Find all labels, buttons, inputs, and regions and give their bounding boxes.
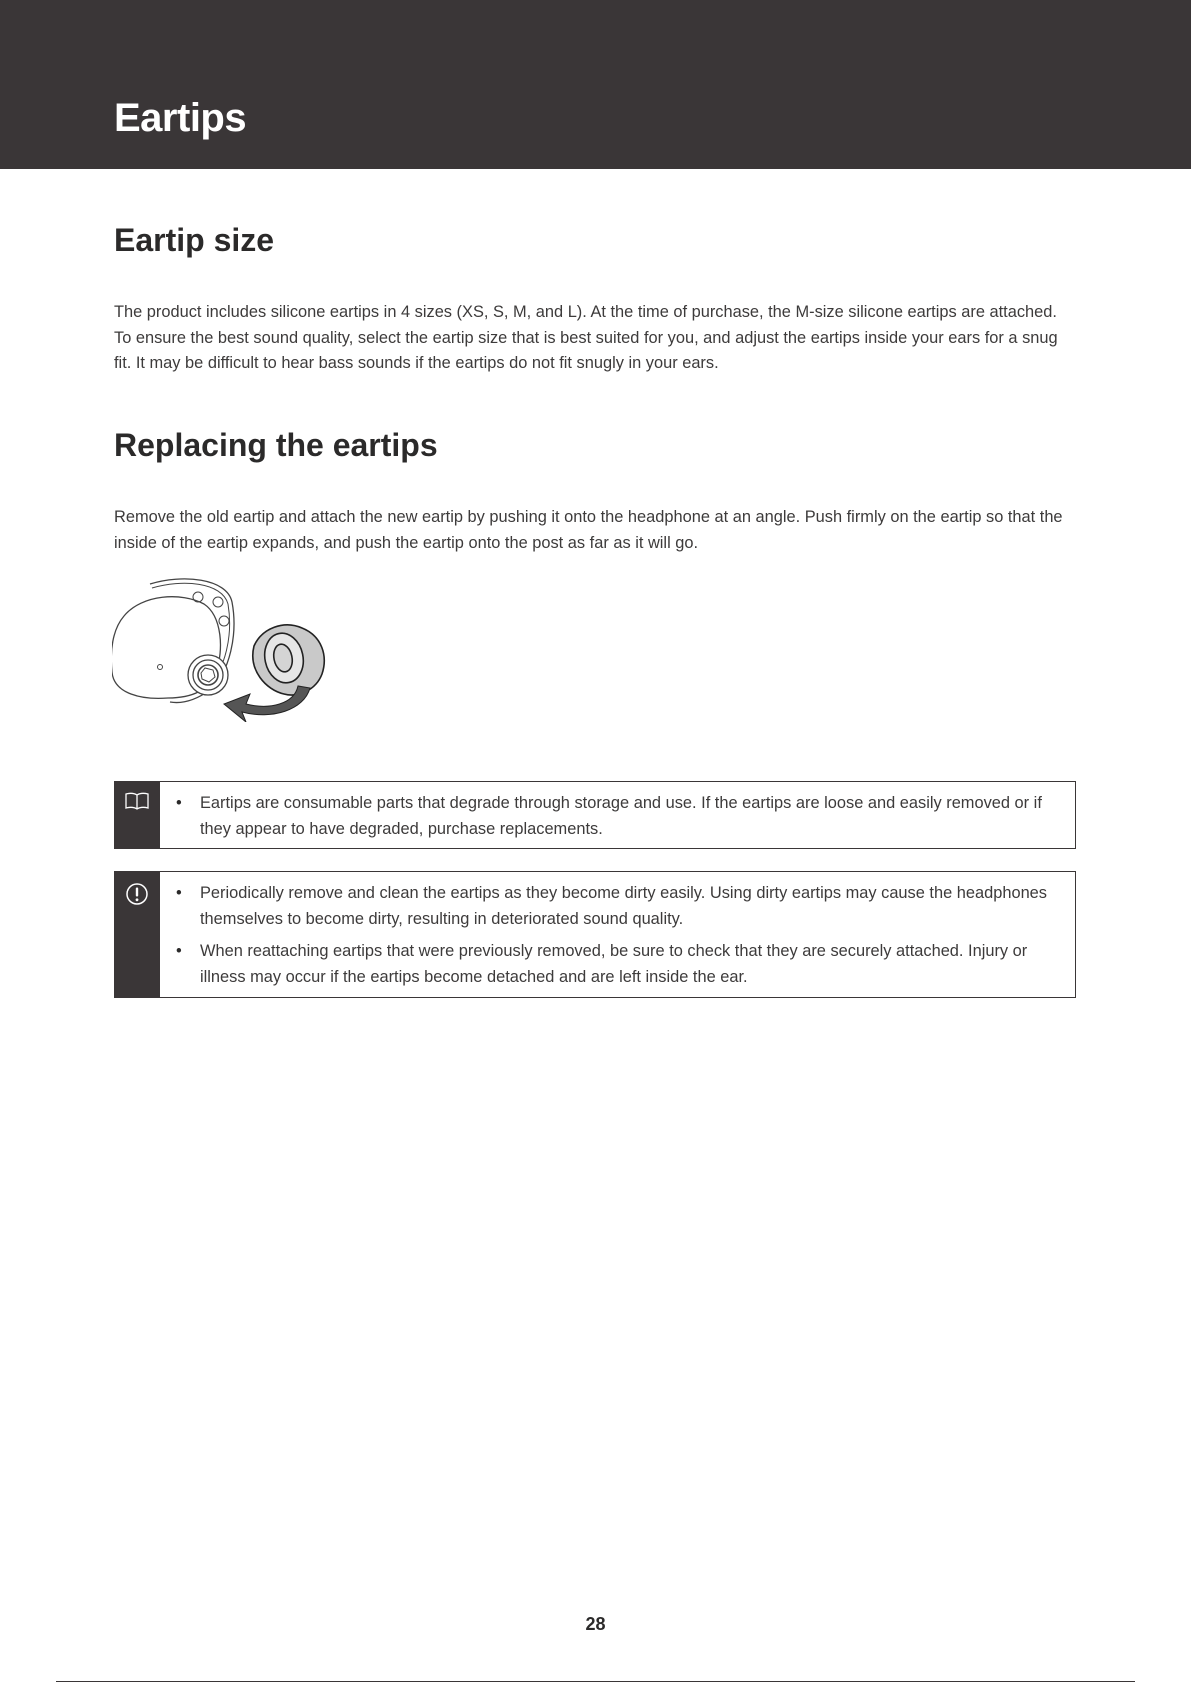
paragraph-eartip-size: The product includes silicone eartips in 4 sizes (XS, S, M, and L). At the time of purchase, the M-size silicone eartips are attached. To ensure the best sound quality, select the eartip size that is best suited for you, and adjust the eartips inside your ears for a snug fit. It may be difficult to hear bass sounds if the eartips do not fit snugly in your ears. <box>114 303 1058 372</box>
page-title: Eartips <box>114 96 247 140</box>
footer-divider <box>56 1681 1135 1682</box>
note-item: • Eartips are consumable parts that degrade through storage and use. If the eartips are loose and easily removed or if they appear to have degraded, purchase replacements. <box>176 791 1055 842</box>
book-icon <box>125 792 149 810</box>
caution-item: • When reattaching eartips that were previously removed, be sure to check that they are securely attached. Injury or illness may occur if the eartips become detached and are left inside the ear. <box>176 939 1055 990</box>
note-box <box>114 781 1076 849</box>
note-icon-column <box>115 782 160 848</box>
nozzle-outer <box>188 655 228 695</box>
section-heading-replacing-eartips: Replacing the eartips <box>114 427 438 463</box>
note-body <box>160 782 1075 848</box>
caution-icon-column <box>115 872 160 997</box>
paragraph-replacing-eartips: Remove the old eartip and attach the new eartip by pushing it onto the headphone at an angle. Push firmly on the eartip so that the inside of the eartip expands, and push the eartip onto the post as far as it will go. <box>114 508 1063 552</box>
caution-item: • Periodically remove and clean the eartips as they become dirty easily. Using dirty eartips may cause the headphones themselves to become dirty, resulting in deteriorated sound quality. <box>176 881 1055 932</box>
page-number: 28 <box>585 1614 606 1634</box>
caution-icon <box>125 882 149 906</box>
sensor-hole <box>219 616 229 626</box>
eartip-replacement-illustration <box>112 576 346 722</box>
caution-body <box>160 872 1075 997</box>
insert-arrow <box>224 686 310 722</box>
section-heading-eartip-size: Eartip size <box>114 222 275 258</box>
caution-box <box>114 871 1076 998</box>
header-band <box>0 0 1191 169</box>
sensor-hole <box>213 597 223 607</box>
